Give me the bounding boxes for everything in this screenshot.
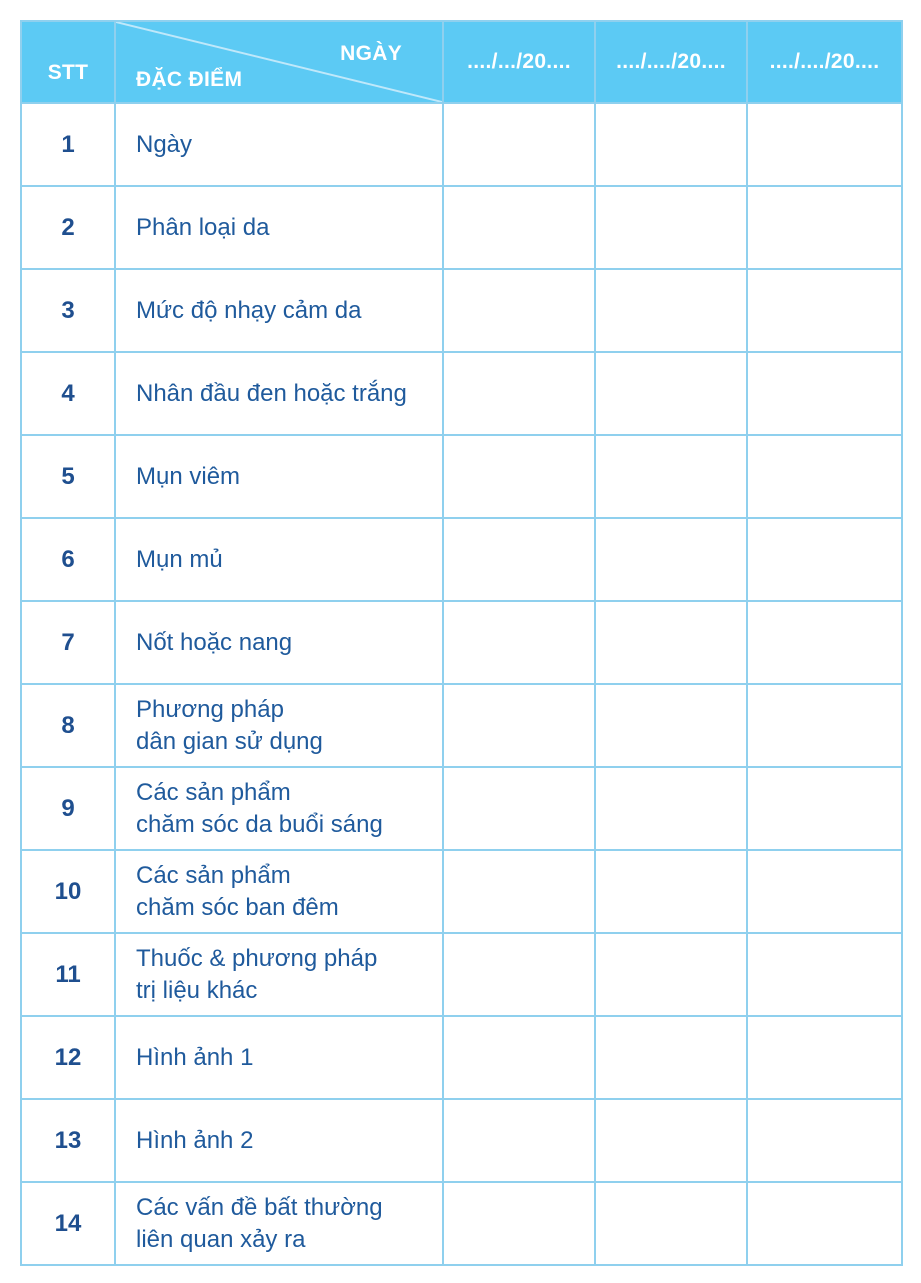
entry-cell-date-1[interactable]	[443, 103, 595, 186]
entry-cell-date-3[interactable]	[747, 767, 902, 850]
entry-cell-date-2[interactable]	[595, 103, 747, 186]
table-row	[21, 933, 902, 1016]
entry-cell-date-2[interactable]	[595, 1016, 747, 1099]
row-number: 1	[21, 103, 115, 186]
entry-cell-date-3[interactable]	[747, 435, 902, 518]
table-row	[21, 352, 902, 435]
header-dac-diem-label: ĐẶC ĐIỂM	[136, 68, 243, 91]
entry-cell-date-2[interactable]	[595, 1182, 747, 1265]
entry-cell-date-3[interactable]	[747, 352, 902, 435]
header-stt: STT	[21, 21, 115, 103]
entry-cell-date-1[interactable]	[443, 684, 595, 767]
row-number: 5	[21, 435, 115, 518]
entry-cell-date-2[interactable]	[595, 186, 747, 269]
feature-label-line: Mụn viêm	[136, 462, 241, 490]
row-feature	[115, 767, 443, 850]
table-row	[21, 1099, 902, 1182]
table-row	[21, 186, 902, 269]
entry-cell-date-3[interactable]	[747, 1182, 902, 1265]
entry-cell-date-2[interactable]	[595, 601, 747, 684]
feature-label-line: chăm sóc ban đêm	[136, 893, 339, 921]
row-number: 2	[21, 186, 115, 269]
row-feature	[115, 850, 443, 933]
header-ngay-label: NGÀY	[340, 42, 402, 65]
entry-cell-date-2[interactable]	[595, 518, 747, 601]
feature-label-line: Nhân đầu đen hoặc trắng	[136, 379, 407, 407]
row-number: 3	[21, 269, 115, 352]
row-feature	[115, 601, 443, 684]
row-number: 11	[21, 933, 115, 1016]
row-feature	[115, 1182, 443, 1265]
header-date-1[interactable]: ..../.../20....	[443, 21, 595, 103]
row-feature	[115, 269, 443, 352]
entry-cell-date-3[interactable]	[747, 186, 902, 269]
feature-label-line: Thuốc & phương pháp	[136, 944, 378, 972]
entry-cell-date-1[interactable]	[443, 767, 595, 850]
feature-label-line: Hình ảnh 1	[136, 1043, 254, 1071]
entry-cell-date-2[interactable]	[595, 850, 747, 933]
skin-tracking-table	[20, 20, 903, 1266]
feature-label-line: Mức độ nhạy cảm da	[136, 296, 362, 324]
table-row	[21, 269, 902, 352]
row-number: 12	[21, 1016, 115, 1099]
row-number: 4	[21, 352, 115, 435]
table-header	[21, 21, 902, 103]
entry-cell-date-1[interactable]	[443, 1016, 595, 1099]
header-date-3[interactable]: ..../..../20....	[747, 21, 902, 103]
row-number: 8	[21, 684, 115, 767]
entry-cell-date-2[interactable]	[595, 933, 747, 1016]
row-feature	[115, 933, 443, 1016]
row-feature	[115, 352, 443, 435]
row-number: 14	[21, 1182, 115, 1265]
row-feature	[115, 435, 443, 518]
entry-cell-date-3[interactable]	[747, 1016, 902, 1099]
feature-label-line: Các sản phẩm	[136, 778, 291, 806]
entry-cell-date-3[interactable]	[747, 103, 902, 186]
feature-label-line: Mụn mủ	[136, 545, 223, 573]
row-feature	[115, 684, 443, 767]
table-row	[21, 1182, 902, 1265]
entry-cell-date-2[interactable]	[595, 352, 747, 435]
entry-cell-date-1[interactable]	[443, 352, 595, 435]
row-number: 7	[21, 601, 115, 684]
feature-label-line: chăm sóc da buổi sáng	[136, 810, 383, 838]
row-feature	[115, 1099, 443, 1182]
entry-cell-date-1[interactable]	[443, 850, 595, 933]
entry-cell-date-1[interactable]	[443, 601, 595, 684]
feature-label-line: Ngày	[136, 130, 193, 158]
row-number: 10	[21, 850, 115, 933]
row-feature	[115, 1016, 443, 1099]
entry-cell-date-2[interactable]	[595, 684, 747, 767]
table-row	[21, 518, 902, 601]
entry-cell-date-3[interactable]	[747, 684, 902, 767]
feature-label-line: Phân loại da	[136, 213, 270, 241]
row-feature	[115, 103, 443, 186]
entry-cell-date-3[interactable]	[747, 269, 902, 352]
entry-cell-date-3[interactable]	[747, 518, 902, 601]
entry-cell-date-2[interactable]	[595, 1099, 747, 1182]
row-number: 13	[21, 1099, 115, 1182]
table-row	[21, 435, 902, 518]
feature-label-line: Hình ảnh 2	[136, 1126, 254, 1154]
table-row	[21, 601, 902, 684]
entry-cell-date-3[interactable]	[747, 850, 902, 933]
header-date-2[interactable]: ..../..../20....	[595, 21, 747, 103]
entry-cell-date-1[interactable]	[443, 269, 595, 352]
table-row	[21, 684, 902, 767]
entry-cell-date-2[interactable]	[595, 767, 747, 850]
feature-label-line: trị liệu khác	[136, 976, 258, 1004]
entry-cell-date-3[interactable]	[747, 933, 902, 1016]
entry-cell-date-1[interactable]	[443, 518, 595, 601]
table-row	[21, 850, 902, 933]
entry-cell-date-2[interactable]	[595, 269, 747, 352]
entry-cell-date-1[interactable]	[443, 1182, 595, 1265]
entry-cell-date-1[interactable]	[443, 435, 595, 518]
row-number: 6	[21, 518, 115, 601]
table-row	[21, 103, 902, 186]
table-body	[21, 103, 902, 1265]
entry-cell-date-1[interactable]	[443, 186, 595, 269]
entry-cell-date-1[interactable]	[443, 933, 595, 1016]
feature-label-line: Các sản phẩm	[136, 861, 291, 889]
header-feature-date-split	[115, 21, 443, 103]
entry-cell-date-3[interactable]	[747, 601, 902, 684]
table-row	[21, 767, 902, 850]
feature-label-line: Các vấn đề bất thường	[136, 1193, 383, 1221]
feature-label-line: Nốt hoặc nang	[136, 628, 293, 656]
feature-label-line: dân gian sử dụng	[136, 727, 323, 755]
table-row	[21, 1016, 902, 1099]
entry-cell-date-3[interactable]	[747, 1099, 902, 1182]
feature-label-line: Phương pháp	[136, 695, 284, 723]
row-number: 9	[21, 767, 115, 850]
entry-cell-date-1[interactable]	[443, 1099, 595, 1182]
feature-label-line: liên quan xảy ra	[136, 1225, 306, 1253]
row-feature	[115, 186, 443, 269]
row-feature	[115, 518, 443, 601]
entry-cell-date-2[interactable]	[595, 435, 747, 518]
